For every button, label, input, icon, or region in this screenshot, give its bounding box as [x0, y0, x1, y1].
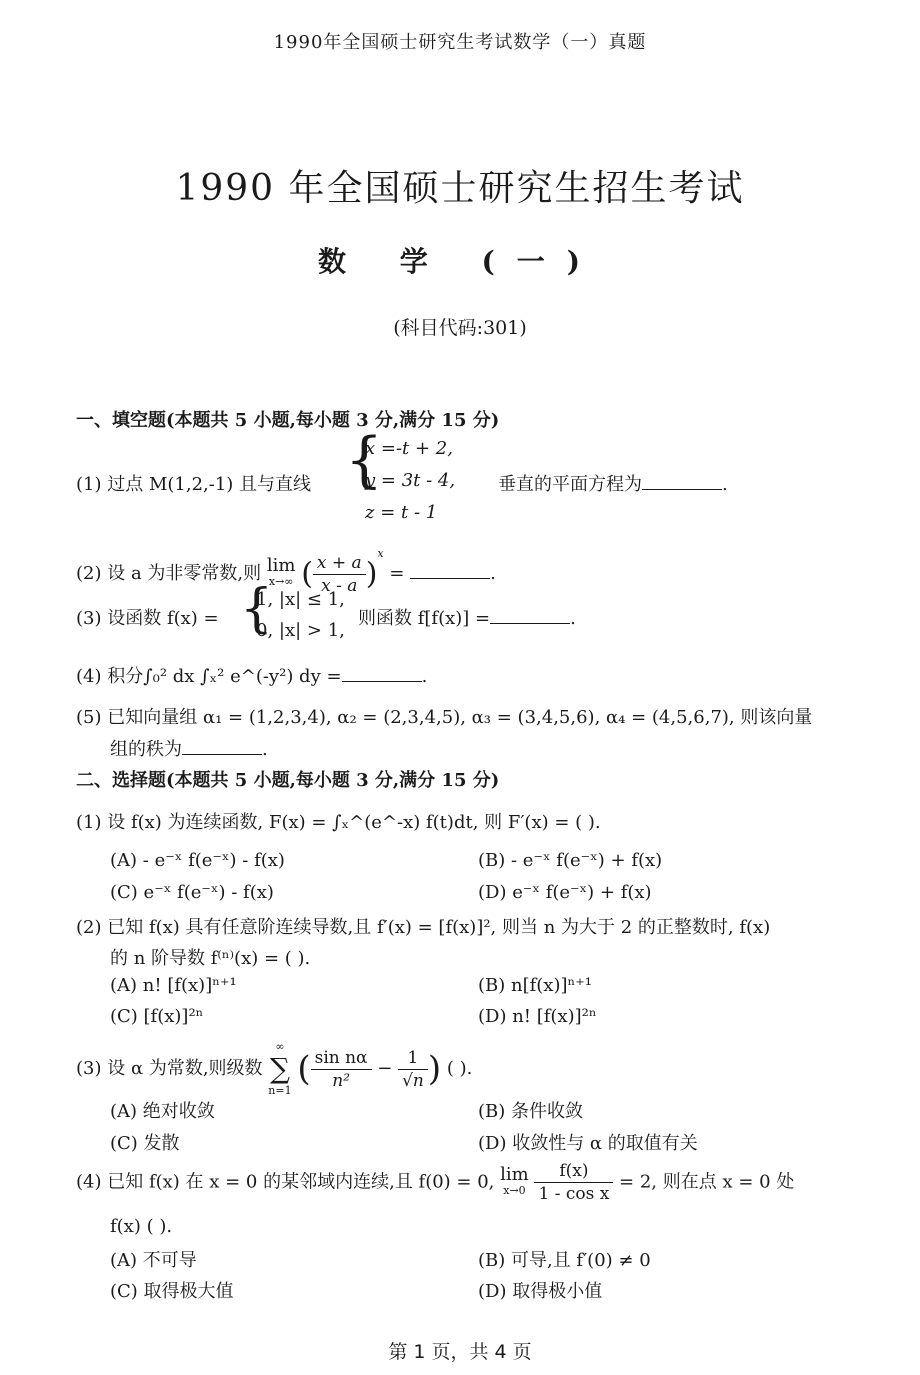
s1-q4-text: (4) 积分	[76, 666, 144, 687]
s2-q3-frac2	[398, 1047, 428, 1092]
s1-q1-tail-text: 垂直的平面方程为	[498, 474, 642, 495]
s2-q3-sum-bot: n=1	[268, 1084, 292, 1097]
s2-q4-opt-c: (C) 取得极大值	[110, 1281, 234, 1302]
s2-q3-tail: ( ).	[446, 1058, 473, 1079]
section2-heading: 二、选择题(本题共 5 小题,每小题 3 分,满分 15 分)	[76, 770, 500, 791]
s1-q5-blank	[182, 738, 262, 755]
s2-q4-opt-b: (B) 可导,且 f′(0) ≠ 0	[478, 1250, 651, 1271]
s2-q3-num2: 1	[398, 1047, 428, 1070]
s2-q2-line1: (2) 已知 f(x) 具有任意阶连续导数,且 f′(x) = [f(x)]², 则当 n 为大于 2 的正整数时, f(x)	[76, 917, 771, 938]
s1-q3-tail: 则函数 f[f(x)] = .	[358, 608, 576, 629]
s2-q4-opt-a: (A) 不可导	[110, 1250, 197, 1271]
s2-q3-rparen: )	[427, 1049, 442, 1089]
s1-q1-blank	[642, 473, 722, 490]
s2-q4-frac	[534, 1160, 613, 1205]
s1-q3-tail-text: 则函数 f[f(x)] =	[358, 608, 491, 629]
exam-subtitle: 数 学 (一)	[318, 245, 602, 278]
s2-q2-line2: 的 n 阶导数 f⁽ⁿ⁾(x) = ( ).	[110, 948, 311, 969]
s1-q1-text: (1) 过点 M(1,2,-1) 且与直线	[76, 474, 312, 495]
s1-q1-tail: 垂直的平面方程为 .	[498, 474, 728, 495]
s1-q2-text: (2) 设 a 为非零常数,则	[76, 563, 262, 584]
s1-q1-eq2: y = 3t - 4,	[365, 470, 456, 491]
s2-q3-opt-d: (D) 收敛性与 α 的取值有关	[478, 1133, 698, 1154]
page-header: 1990年全国硕士研究生考试数学（一）真题	[273, 32, 647, 53]
s1-q3-case2: 0, |x| > 1,	[256, 620, 345, 641]
s2-q2-opt-d: (D) n! [f(x)]²ⁿ	[478, 1006, 597, 1027]
s1-q2-lim: lim	[266, 555, 296, 576]
s2-q3-lparen: (	[297, 1049, 311, 1089]
page-footer: 第 1 页，共 4 页	[388, 1341, 532, 1363]
s1-q3-case1: 1, |x| ≤ 1,	[256, 589, 345, 610]
s2-q4-lim: lim	[500, 1163, 529, 1185]
s2-q1-opt-b: (B) - e⁻ˣ f(e⁻ˣ) + f(x)	[478, 850, 663, 871]
s2-q4	[76, 1160, 794, 1205]
s2-q3-num1: sin nα	[311, 1047, 372, 1070]
s1-q1-eq3: z = t - 1	[365, 502, 438, 523]
s1-q4-blank	[342, 665, 422, 682]
s2-q3-sum-top: ∞	[275, 1040, 285, 1053]
s1-q2-blank	[410, 562, 490, 579]
s2-q4-lim-sub: x→0	[503, 1183, 526, 1197]
s2-q3-opt-c: (C) 发散	[110, 1133, 180, 1154]
s2-q1-opt-c: (C) e⁻ˣ f(e⁻ˣ) - f(x)	[110, 882, 274, 903]
s1-q5-line2-text: 组的秩为	[110, 739, 182, 760]
sigma-icon: ∑	[269, 1052, 290, 1085]
s2-q3-den2: √n	[402, 1070, 424, 1091]
s1-q3-brace: {	[240, 579, 274, 639]
s2-q3-den1: n²	[332, 1070, 350, 1091]
s1-q3-text: (3) 设函数 f(x) =	[76, 608, 219, 629]
s1-q2-rparen: )	[365, 556, 378, 592]
s2-q3-opt-a: (A) 绝对收敛	[110, 1101, 215, 1122]
s2-q1-text: (1) 设 f(x) 为连续函数, F(x) = ∫ₓ^(e^-x) f(t)dt, 则 F′(x) = ( ).	[76, 812, 601, 833]
s2-q3-frac1	[311, 1047, 372, 1092]
s2-q4-limit	[500, 1163, 529, 1199]
s2-q2-opt-a: (A) n! [f(x)]ⁿ⁺¹	[110, 975, 237, 996]
s1-q2-lparen: (	[301, 556, 313, 592]
s2-q3-opt-b: (B) 条件收敛	[478, 1101, 583, 1122]
s2-q1-opt-d: (D) e⁻ˣ f(e⁻ˣ) + f(x)	[478, 882, 652, 903]
s2-q4-line2: f(x) ( ).	[110, 1216, 173, 1237]
s1-q2: (2) 设 a 为非零常数,则 lim x→∞ ( $\frac{x + a}{x - a}$ )$^x$ = .	[76, 547, 496, 596]
s1-q1-eq1: x =-t + 2,	[365, 438, 453, 459]
section1-heading: 一、填空题(本题共 5 小题,每小题 3 分,满分 15 分)	[76, 410, 500, 431]
s2-q3-text: (3) 设 α 为常数,则级数	[76, 1058, 263, 1079]
s1-q2-den: x - a	[321, 575, 358, 596]
s1-q4: (4) 积分∫₀² dx ∫ₓ² e^(-y²) dy = .	[76, 666, 428, 687]
s2-q4-num: f(x)	[534, 1160, 613, 1183]
s2-q4-opt-d: (D) 取得极小值	[478, 1281, 603, 1302]
s2-q2-opt-c: (C) [f(x)]²ⁿ	[110, 1006, 204, 1027]
s2-q2-opt-b: (B) n[f(x)]ⁿ⁺¹	[478, 975, 592, 996]
s1-q2-lim-sub: x→∞	[268, 575, 294, 588]
s2-q4-den: 1 - cos x	[538, 1184, 610, 1204]
s1-q5-line2: 组的秩为 .	[110, 739, 268, 760]
s1-q4-expr: ∫₀² dx ∫ₓ² e^(-y²) dy =	[143, 666, 342, 687]
s1-q2-num: x + a	[313, 552, 366, 575]
subject-code: (科目代码:301)	[393, 317, 527, 339]
s2-q4-tail: = 2, 则在点 x = 0 处	[619, 1171, 795, 1193]
s1-q1-brace: {	[345, 425, 384, 495]
s1-q2-exp: x	[377, 547, 384, 560]
s2-q1-opt-a: (A) - e⁻ˣ f(e⁻ˣ) - f(x)	[110, 850, 285, 871]
s2-q4-line1: (4) 已知 f(x) 在 x = 0 的某邻域内连续,且 f(0) = 0,	[76, 1171, 495, 1193]
s2-q3: (3) 设 α 为常数,则级数 ∞ ∑ n=1 ( $\frac{\text{sin nα}}{\text{n²}}$ − $\frac{1}{√n}$ ) ( ).	[76, 1040, 473, 1097]
s1-q3-blank	[490, 607, 570, 624]
exam-title: 1990 年全国硕士研究生招生考试	[175, 168, 745, 209]
s1-q5-line1: (5) 已知向量组 α₁ = (1,2,3,4), α₂ = (2,3,4,5), α₃ = (3,4,5,6), α₄ = (4,5,6,7), 则该向量	[76, 707, 813, 728]
s2-q3-sum	[268, 1040, 291, 1098]
